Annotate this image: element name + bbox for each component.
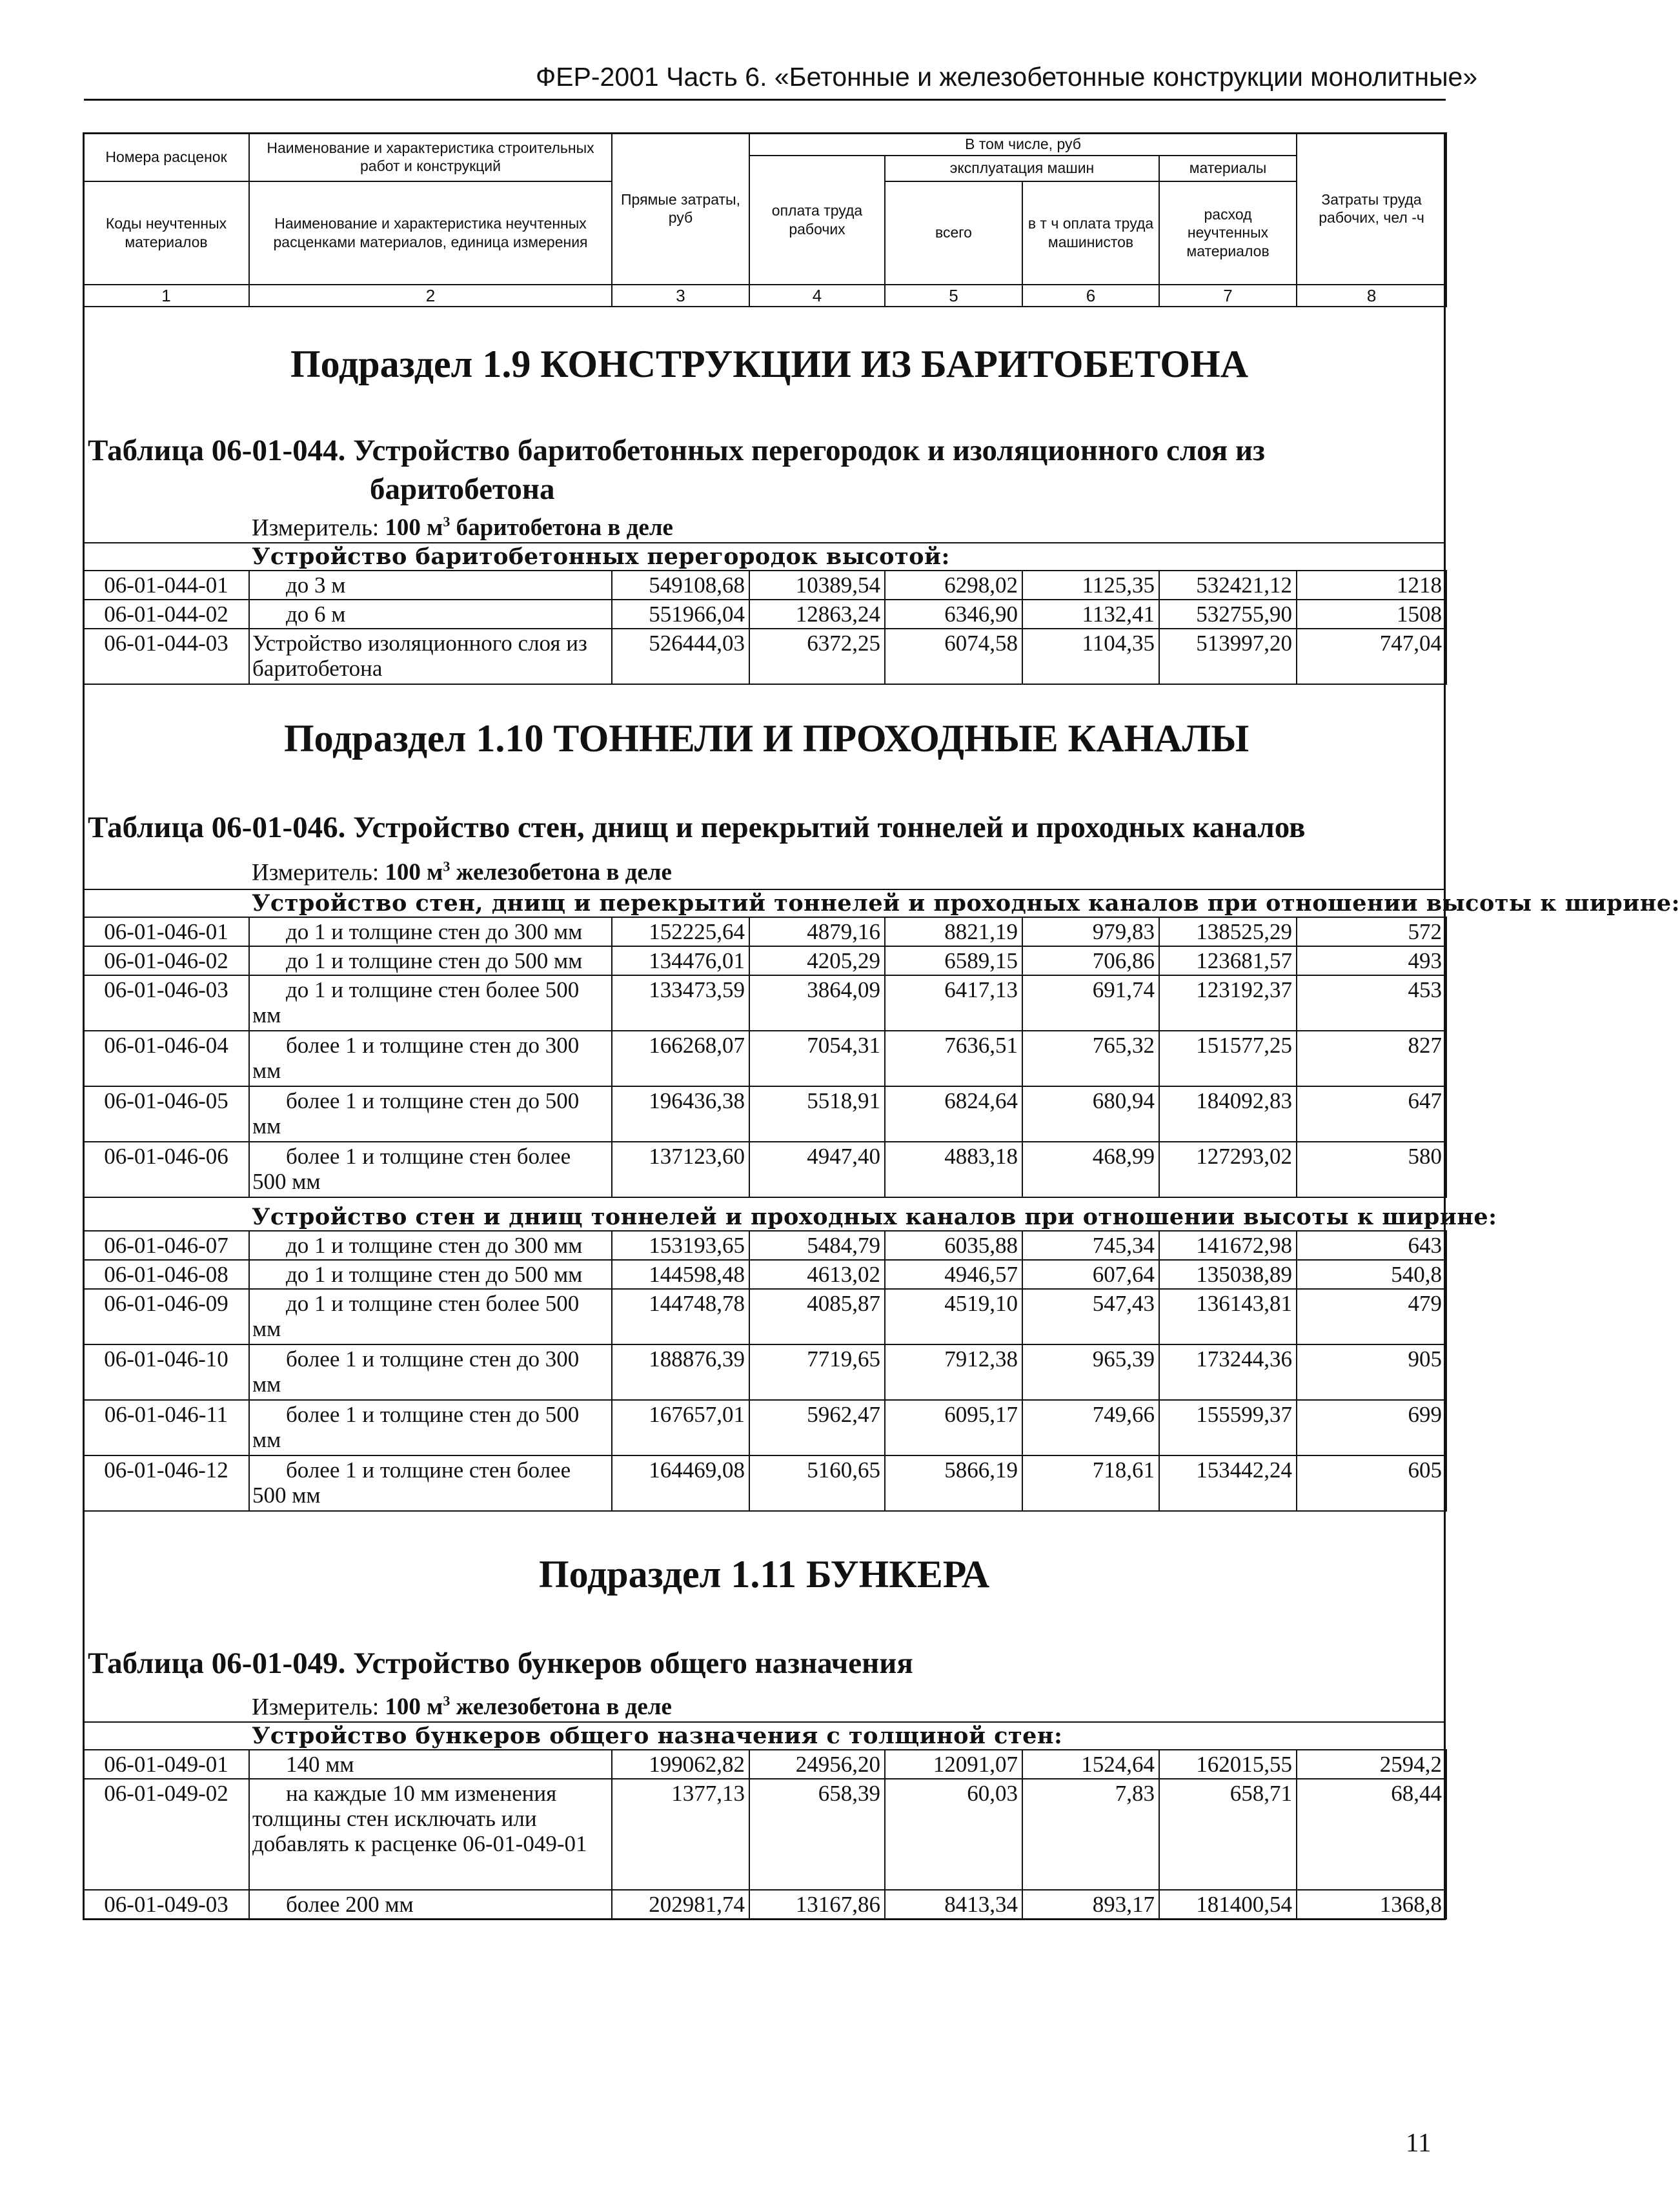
materials-cell: 138525,29 [1159, 917, 1297, 946]
table-row [83, 1142, 1446, 1197]
table-title-06-01-044 [88, 431, 1265, 509]
work-name-cell: более 1 и толщине стен до 500 мм [249, 1400, 612, 1455]
materials-cell: 658,71 [1159, 1779, 1297, 1890]
machines-total-cell: 6824,64 [885, 1086, 1022, 1142]
labor-pay-cell: 4947,40 [749, 1142, 885, 1197]
rates-table-06-01-046-part-2 [83, 1230, 1447, 1512]
col-number: 7 [1159, 285, 1297, 307]
table-row [83, 1289, 1446, 1344]
machines-total-cell: 8413,34 [885, 1890, 1022, 1919]
machines-labor-cell: 680,94 [1022, 1086, 1159, 1142]
direct-costs-cell: 153193,65 [612, 1231, 749, 1260]
labor-pay-cell: 12863,24 [749, 600, 885, 629]
measure-unit-06-01-046: Измеритель: 100 $м^3$ железобетона в деле [252, 858, 672, 886]
work-name-cell: Устройство изоляционного слоя из баритобетона [249, 629, 612, 684]
labor-hours-cell: 1368,8 [1297, 1890, 1446, 1919]
labor-hours-cell: 643 [1297, 1231, 1446, 1260]
rate-code-cell: 06-01-046-10 [83, 1344, 249, 1400]
col-header-materials-unaccounted: расход неучтенных материалов [1159, 181, 1297, 285]
materials-cell: 151577,25 [1159, 1031, 1297, 1086]
labor-pay-cell: 658,39 [749, 1779, 885, 1890]
table-row [83, 975, 1446, 1031]
col-number: 3 [612, 285, 749, 307]
work-name-cell: более 1 и толщине стен более 500 мм [249, 1455, 612, 1511]
labor-hours-cell: 827 [1297, 1031, 1446, 1086]
labor-hours-cell: 647 [1297, 1086, 1446, 1142]
col-number: 5 [885, 285, 1022, 307]
direct-costs-cell: 199062,82 [612, 1750, 749, 1779]
labor-pay-cell: 7719,65 [749, 1344, 885, 1400]
machines-labor-cell: 1125,35 [1022, 571, 1159, 600]
direct-costs-cell: 144598,48 [612, 1260, 749, 1289]
machines-total-cell: 6346,90 [885, 600, 1022, 629]
machines-total-cell: 5866,19 [885, 1455, 1022, 1511]
col-header-machines: эксплуатация машин [885, 156, 1159, 181]
table-row [83, 1779, 1446, 1890]
labor-pay-cell: 5962,47 [749, 1400, 885, 1455]
machines-labor-cell: 965,39 [1022, 1344, 1159, 1400]
labor-hours-cell: 580 [1297, 1142, 1446, 1197]
materials-cell: 155599,37 [1159, 1400, 1297, 1455]
labor-pay-cell: 5484,79 [749, 1231, 885, 1260]
direct-costs-cell: 188876,39 [612, 1344, 749, 1400]
table-row [83, 1400, 1446, 1455]
direct-costs-cell: 137123,60 [612, 1142, 749, 1197]
subheading-partitions: Устройство баритобетонных перегородок высотой: [252, 543, 950, 570]
labor-hours-cell: 572 [1297, 917, 1446, 946]
rates-table-06-01-049 [83, 1749, 1447, 1920]
machines-total-cell: 4946,57 [885, 1260, 1022, 1289]
labor-pay-cell: 4613,02 [749, 1260, 885, 1289]
section-title-1-10: Подраздел 1.10 ТОННЕЛИ И ПРОХОДНЫЕ КАНАЛЫ [284, 717, 1250, 760]
machines-total-cell: 4519,10 [885, 1289, 1022, 1344]
work-name-cell: более 1 и толщине стен до 300 мм [249, 1344, 612, 1400]
machines-labor-cell: 893,17 [1022, 1890, 1159, 1919]
subheading-walls-floors: Устройство стен и днищ тоннелей и проходных каналов при отношении высоты к ширине: [252, 1204, 1497, 1230]
work-name-cell: более 1 и толщине стен до 500 мм [249, 1086, 612, 1142]
header-rule [84, 99, 1446, 101]
table-row [83, 629, 1446, 684]
machines-labor-cell: 706,86 [1022, 946, 1159, 975]
subheading-walls-floors-ceilings: Устройство стен, днищ и перекрытий тоннелей и проходных каналов при отношении высоты к ширине: [252, 890, 1680, 917]
direct-costs-cell: 167657,01 [612, 1400, 749, 1455]
rates-table-06-01-044 [83, 570, 1447, 685]
labor-hours-cell: 2594,2 [1297, 1750, 1446, 1779]
rate-code-cell: 06-01-046-11 [83, 1400, 249, 1455]
direct-costs-cell: 133473,59 [612, 975, 749, 1031]
materials-cell: 123192,37 [1159, 975, 1297, 1031]
table-row [83, 917, 1446, 946]
work-name-cell: до 1 и толщине стен до 300 мм [249, 1231, 612, 1260]
direct-costs-cell: 202981,74 [612, 1890, 749, 1919]
table-title-06-01-049: Таблица 06-01-049. Устройство бункеров общего назначения [88, 1647, 913, 1680]
direct-costs-cell: 144748,78 [612, 1289, 749, 1344]
materials-cell: 532755,90 [1159, 600, 1297, 629]
labor-pay-cell: 5518,91 [749, 1086, 885, 1142]
materials-cell: 153442,24 [1159, 1455, 1297, 1511]
section-title-1-9: Подраздел 1.9 КОНСТРУКЦИИ ИЗ БАРИТОБЕТОНА [290, 343, 1249, 385]
work-name-cell: до 1 и толщине стен более 500 мм [249, 975, 612, 1031]
rate-code-cell: 06-01-044-02 [83, 600, 249, 629]
rate-code-cell: 06-01-049-01 [83, 1750, 249, 1779]
labor-pay-cell: 13167,86 [749, 1890, 885, 1919]
machines-total-cell: 6417,13 [885, 975, 1022, 1031]
direct-costs-cell: 1377,13 [612, 1779, 749, 1890]
materials-cell: 162015,55 [1159, 1750, 1297, 1779]
col-header-codes-bottom: Коды неучтенных материалов [83, 181, 249, 285]
col-header-labor-cost: Затраты труда рабочих, чел -ч [1297, 133, 1446, 285]
machines-total-cell: 6589,15 [885, 946, 1022, 975]
col-header-including: В том числе, руб [749, 133, 1297, 156]
table-row [83, 600, 1446, 629]
work-name-cell: более 1 и толщине стен более 500 мм [249, 1142, 612, 1197]
machines-labor-cell: 1132,41 [1022, 600, 1159, 629]
table-row [83, 1260, 1446, 1289]
work-name-cell: до 1 и толщине стен до 300 мм [249, 917, 612, 946]
table-title-06-01-046: Таблица 06-01-046. Устройство стен, днищ и перекрытий тоннелей и проходных каналов [88, 811, 1306, 844]
labor-pay-cell: 5160,65 [749, 1455, 885, 1511]
direct-costs-cell: 549108,68 [612, 571, 749, 600]
labor-hours-cell: 605 [1297, 1455, 1446, 1511]
machines-labor-cell: 1524,64 [1022, 1750, 1159, 1779]
work-name-cell: до 1 и толщине стен более 500 мм [249, 1289, 612, 1344]
machines-labor-cell: 547,43 [1022, 1289, 1159, 1344]
col-header-codes-top: Номера расценок [83, 133, 249, 181]
machines-labor-cell: 979,83 [1022, 917, 1159, 946]
machines-labor-cell: 718,61 [1022, 1455, 1159, 1511]
materials-cell: 136143,81 [1159, 1289, 1297, 1344]
direct-costs-cell: 526444,03 [612, 629, 749, 684]
labor-hours-cell: 479 [1297, 1289, 1446, 1344]
rate-code-cell: 06-01-049-02 [83, 1779, 249, 1890]
labor-hours-cell: 540,8 [1297, 1260, 1446, 1289]
rate-code-cell: 06-01-046-05 [83, 1086, 249, 1142]
table-row [83, 1455, 1446, 1511]
machines-labor-cell: 745,34 [1022, 1231, 1159, 1260]
measure-unit-06-01-044: Измеритель: 100 $м^3$ баритобетона в деле [252, 514, 673, 542]
subheading-bunkers: Устройство бункеров общего назначения с толщиной стен: [252, 1723, 1063, 1749]
work-name-cell: до 6 м [249, 600, 612, 629]
labor-hours-cell: 747,04 [1297, 629, 1446, 684]
col-number: 2 [249, 285, 612, 307]
rates-table-06-01-046-part-1 [83, 917, 1447, 1198]
work-name-cell: 140 мм [249, 1750, 612, 1779]
rate-code-cell: 06-01-046-12 [83, 1455, 249, 1511]
materials-cell: 181400,54 [1159, 1890, 1297, 1919]
machines-labor-cell: 749,66 [1022, 1400, 1159, 1455]
col-header-labor-pay: оплата труда рабочих [749, 156, 885, 285]
work-name-cell: на каждые 10 мм изменения толщины стен исключать или добавлять к расценке 06-01-049-01 [249, 1779, 612, 1890]
rate-code-cell: 06-01-046-08 [83, 1260, 249, 1289]
materials-cell: 513997,20 [1159, 629, 1297, 684]
rate-code-cell: 06-01-049-03 [83, 1890, 249, 1919]
table-row [83, 571, 1446, 600]
table-title-line-1: Таблица 06-01-044. Устройство баритобетонных перегородок и изоляционного слоя из [88, 434, 1265, 467]
rate-code-cell: 06-01-046-01 [83, 917, 249, 946]
rate-code-cell: 06-01-044-03 [83, 629, 249, 684]
direct-costs-cell: 134476,01 [612, 946, 749, 975]
machines-labor-cell: 765,32 [1022, 1031, 1159, 1086]
machines-total-cell: 6298,02 [885, 571, 1022, 600]
labor-pay-cell: 4879,16 [749, 917, 885, 946]
direct-costs-cell: 551966,04 [612, 600, 749, 629]
work-name-cell: до 3 м [249, 571, 612, 600]
machines-total-cell: 7912,38 [885, 1344, 1022, 1400]
direct-costs-cell: 152225,64 [612, 917, 749, 946]
machines-total-cell: 7636,51 [885, 1031, 1022, 1086]
labor-hours-cell: 68,44 [1297, 1779, 1446, 1890]
rate-code-cell: 06-01-046-02 [83, 946, 249, 975]
rate-code-cell: 06-01-046-06 [83, 1142, 249, 1197]
machines-total-cell: 6074,58 [885, 629, 1022, 684]
rate-code-cell: 06-01-046-07 [83, 1231, 249, 1260]
work-name-cell: до 1 и толщине стен до 500 мм [249, 946, 612, 975]
col-number: 1 [83, 285, 249, 307]
rate-code-cell: 06-01-046-03 [83, 975, 249, 1031]
running-header: ФЕР-2001 Часть 6. «Бетонные и железобетонные конструкции монолитные» [536, 62, 1478, 92]
labor-pay-cell: 7054,31 [749, 1031, 885, 1086]
table-row [83, 946, 1446, 975]
table-row [83, 1231, 1446, 1260]
labor-hours-cell: 493 [1297, 946, 1446, 975]
section-title-1-11: Подраздел 1.11 БУНКЕРА [539, 1553, 990, 1596]
labor-pay-cell: 4085,87 [749, 1289, 885, 1344]
labor-pay-cell: 24956,20 [749, 1750, 885, 1779]
machines-labor-cell: 468,99 [1022, 1142, 1159, 1197]
labor-hours-cell: 699 [1297, 1400, 1446, 1455]
table-row [83, 1086, 1446, 1142]
labor-pay-cell: 10389,54 [749, 571, 885, 600]
machines-total-cell: 60,03 [885, 1779, 1022, 1890]
labor-hours-cell: 1508 [1297, 600, 1446, 629]
col-header-name-bottom: Наименование и характеристика неучтенных расценками материалов, единица измерения [249, 181, 612, 285]
col-header-machines-total: всего [885, 181, 1022, 285]
work-name-cell: до 1 и толщине стен до 500 мм [249, 1260, 612, 1289]
measure-unit-06-01-049: Измеритель: 100 $м^3$ железобетона в деле [252, 1693, 672, 1721]
materials-cell: 173244,36 [1159, 1344, 1297, 1400]
work-name-cell: более 200 мм [249, 1890, 612, 1919]
table-title-line-2: баритобетона [370, 472, 555, 506]
labor-pay-cell: 3864,09 [749, 975, 885, 1031]
machines-total-cell: 12091,07 [885, 1750, 1022, 1779]
machines-total-cell: 6035,88 [885, 1231, 1022, 1260]
col-header-machines-labor: в т ч оплата труда машинистов [1022, 181, 1159, 285]
labor-hours-cell: 453 [1297, 975, 1446, 1031]
table-row [83, 1750, 1446, 1779]
col-header-name-top: Наименование и характеристика строительных работ и конструкций [249, 133, 612, 181]
materials-cell: 127293,02 [1159, 1142, 1297, 1197]
direct-costs-cell: 196436,38 [612, 1086, 749, 1142]
col-number: 6 [1022, 285, 1159, 307]
machines-labor-cell: 1104,35 [1022, 629, 1159, 684]
materials-cell: 184092,83 [1159, 1086, 1297, 1142]
col-header-materials: материалы [1159, 156, 1297, 181]
rate-code-cell: 06-01-046-04 [83, 1031, 249, 1086]
page-number: 11 [1406, 2127, 1432, 2157]
machines-labor-cell: 7,83 [1022, 1779, 1159, 1890]
rate-code-cell: 06-01-044-01 [83, 571, 249, 600]
table-row [83, 1031, 1446, 1086]
work-name-cell: более 1 и толщине стен до 300 мм [249, 1031, 612, 1086]
materials-cell: 141672,98 [1159, 1231, 1297, 1260]
col-number: 8 [1297, 285, 1446, 307]
labor-pay-cell: 6372,25 [749, 629, 885, 684]
machines-labor-cell: 607,64 [1022, 1260, 1159, 1289]
col-header-direct-costs: Прямые затраты, руб [612, 133, 749, 285]
direct-costs-cell: 166268,07 [612, 1031, 749, 1086]
materials-cell: 123681,57 [1159, 946, 1297, 975]
machines-labor-cell: 691,74 [1022, 975, 1159, 1031]
labor-hours-cell: 1218 [1297, 571, 1446, 600]
materials-cell: 532421,12 [1159, 571, 1297, 600]
column-header-table [83, 132, 1447, 307]
machines-total-cell: 8821,19 [885, 917, 1022, 946]
table-row [83, 1890, 1446, 1919]
machines-total-cell: 6095,17 [885, 1400, 1022, 1455]
col-number: 4 [749, 285, 885, 307]
labor-pay-cell: 4205,29 [749, 946, 885, 975]
rate-code-cell: 06-01-046-09 [83, 1289, 249, 1344]
machines-total-cell: 4883,18 [885, 1142, 1022, 1197]
labor-hours-cell: 905 [1297, 1344, 1446, 1400]
materials-cell: 135038,89 [1159, 1260, 1297, 1289]
table-row [83, 1344, 1446, 1400]
direct-costs-cell: 164469,08 [612, 1455, 749, 1511]
